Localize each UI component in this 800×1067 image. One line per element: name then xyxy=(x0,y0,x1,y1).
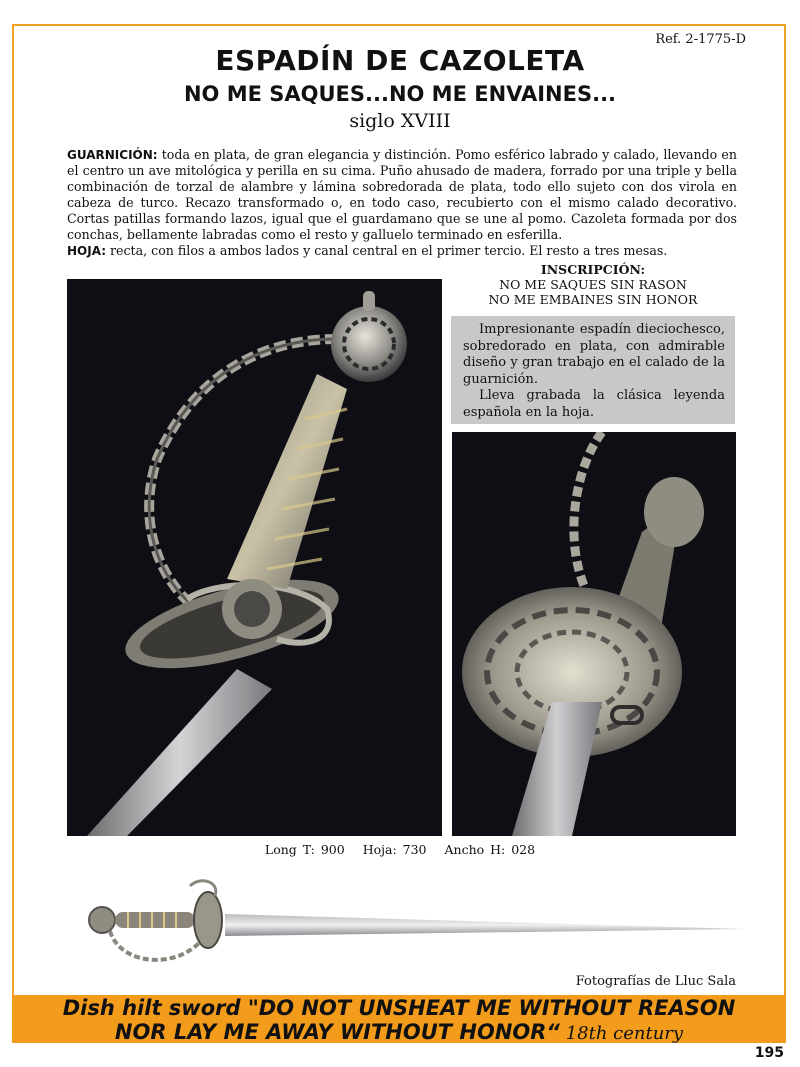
hoja-label: HOJA: xyxy=(67,244,107,258)
inscription-line-2: NO ME EMBAINES SIN HONOR xyxy=(488,292,698,307)
measure-blade: Hoja: 730 xyxy=(362,842,427,857)
hilt-photo-main xyxy=(67,279,442,836)
note-paragraph-1: Impresionante espadín dieciochesco, sobredorado en plata, con admirable diseño y gran trabajo en el calado de la guarnición. xyxy=(463,322,725,387)
hoja-text: recta, con filos a ambos lados y canal central en el primer tercio. El resto a tres mesas. xyxy=(106,243,668,258)
inscription-block xyxy=(452,262,734,307)
hilt-illustration-detail xyxy=(452,432,736,836)
banner-line-2 xyxy=(12,1020,786,1046)
description xyxy=(67,147,737,259)
measurements xyxy=(0,842,800,857)
note-paragraph-2: Lleva grabada la clásica leyenda española en la hoja. xyxy=(463,388,725,420)
page-title: ESPADÍN DE CAZOLETA xyxy=(215,44,585,77)
reference-number: Ref. 2-1775-D xyxy=(655,32,746,47)
hilt-illustration-main xyxy=(67,279,442,836)
banner-line-2-text: NOR LAY ME AWAY WITHOUT HONOR“ xyxy=(114,1020,560,1044)
hoja-paragraph xyxy=(67,243,737,259)
century-label: siglo XVIII xyxy=(349,110,451,132)
guarnicion-text: toda en plata, de gran elegancia y distinción. Pomo esférico labrado y calado, llevando en el centro un ave mitológica y perilla en su cima. Puño ahusado de madera, forrado por una triple y bella combinación de torzal de alambre y lámina sobredorada de plata, todo ello sujeto con dos virola en cabeza de turco. Recazo transformado o, en todo caso, recubierto con el mismo calado decorativo. Cortas patillas formando lazos, igual que el guardamano que se une al pomo. Cazoleta formada por dos conchas, bellamente labradas como el resto y galluelo terminado en esferilla. xyxy=(67,147,737,242)
inscription-label: INSCRIPCIÓN: xyxy=(540,262,646,277)
page-subtitle: NO ME SAQUES...NO ME ENVAINES... xyxy=(183,82,617,106)
hilt-photo-detail xyxy=(452,432,736,836)
inscription-line-1: NO ME SAQUES SIN RASON xyxy=(499,277,687,292)
guarnicion-paragraph xyxy=(67,147,737,243)
english-title-banner xyxy=(12,995,786,1043)
measure-length: Long T: 900 xyxy=(264,842,345,857)
measure-width: Ancho H: 028 xyxy=(444,842,536,857)
banner-century: 18th century xyxy=(559,1023,684,1044)
guarnicion-label: GUARNICIÓN: xyxy=(67,148,158,162)
photo-credit: Fotografías de Lluc Sala xyxy=(575,974,736,989)
banner-line-1: Dish hilt sword "DO NOT UNSHEAT ME WITHOUT REASON xyxy=(62,996,736,1020)
note-box xyxy=(451,316,735,424)
full-sword-illustration xyxy=(80,876,745,976)
page-number: 195 xyxy=(754,1045,784,1061)
